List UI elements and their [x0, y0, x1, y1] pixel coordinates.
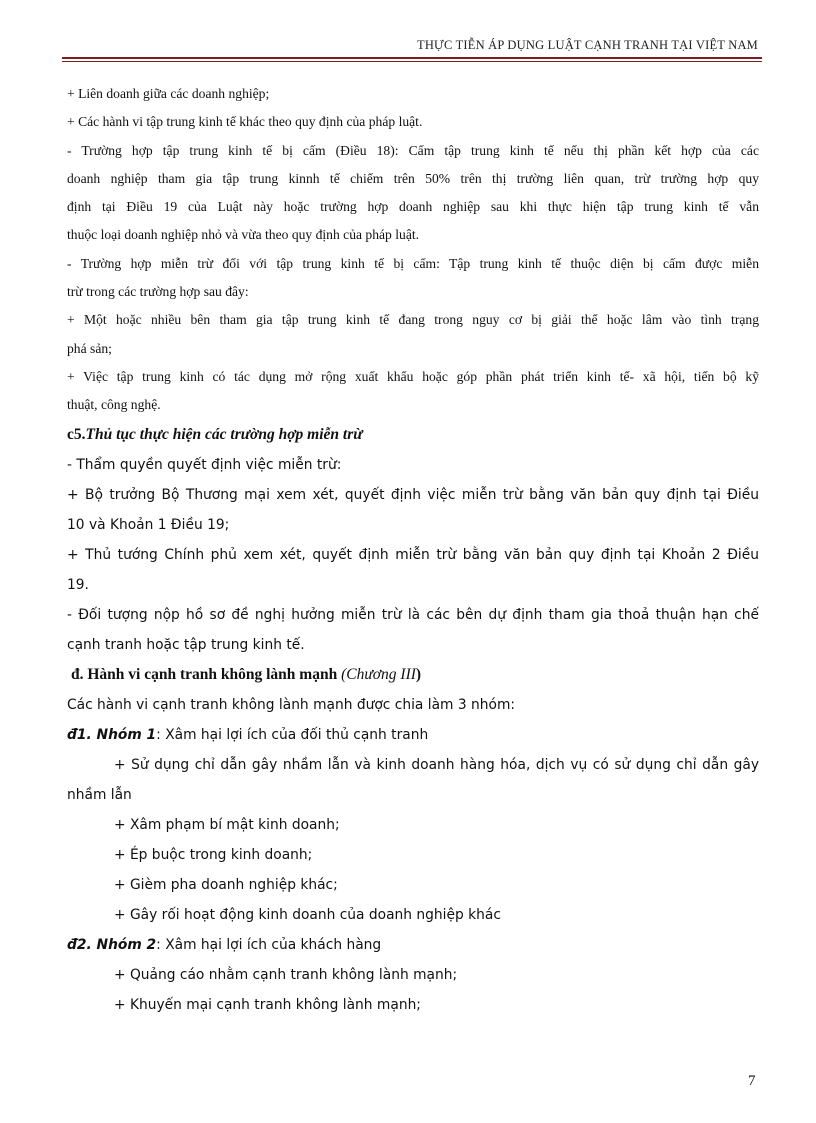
text-line: định tại Điều 19 của Luật này hoặc trường hợp doanh nghiệp sau khi thực hiện tập trung kinh tế vẫn — [67, 199, 759, 215]
page-number: 7 — [748, 1073, 756, 1089]
list-item: + Khuyến mại cạnh tranh không lành mạnh; — [114, 996, 421, 1013]
running-header: THỰC TIỄN ÁP DỤNG LUẬT CẠNH TRANH TẠI VIỆT NAM — [416, 38, 758, 52]
header-rule-thin — [62, 61, 762, 62]
text-line: trừ trong các trường hợp sau đây: — [67, 284, 249, 300]
section-heading-c5 — [67, 420, 759, 450]
chapter-ref: (Chương III — [341, 665, 416, 683]
text-line: + Thủ tướng Chính phủ xem xét, quyết định miễn trừ bằng văn bản quy định tại Khoản 2 Điều — [67, 546, 759, 563]
text-line: - Đối tượng nộp hồ sơ đề nghị hưởng miễn trừ là các bên dự định tham gia thoả thuận hạn chế — [67, 606, 759, 623]
text-line: - Thẩm quyền quyết định việc miễn trừ: — [67, 456, 342, 473]
text-line: doanh nghiệp tham gia tập trung kinnh tế chiếm trên 50% trên thị trường liên quan, trừ trường hợp quy — [67, 170, 759, 186]
list-item: + Quảng cáo nhằm cạnh tranh không lành mạnh; — [114, 966, 458, 983]
group-label: đ1. Nhóm 1 — [67, 726, 157, 743]
text-line: + Bộ trưởng Bộ Thương mại xem xét, quyết định việc miễn trừ bằng văn bản quy định tại Điều — [67, 486, 759, 503]
text-line: 19. — [67, 576, 89, 593]
group-text: : Xâm hại lợi ích của khách hàng — [156, 936, 382, 953]
section-title: đ. Hành vi cạnh tranh không lành mạnh — [71, 665, 342, 683]
text-line: - Trường hợp miễn trừ đối với tập trung kinh tế bị cấm: Tập trung kinh tế thuộc diện bị cấm được miễn — [67, 255, 759, 271]
text-line: nhầm lẫn — [67, 786, 132, 803]
text-line: Các hành vi cạnh tranh không lành mạnh được chia làm 3 nhóm: — [67, 696, 516, 713]
list-item: + Gây rối hoạt động kinh doanh của doanh nghiệp khác — [114, 906, 501, 923]
text-line: thuật, công nghệ. — [67, 397, 161, 413]
text-line: thuộc loại doanh nghiệp nhỏ và vừa theo quy định của pháp luật. — [67, 227, 420, 243]
page-body — [67, 80, 759, 1020]
text-line: 10 và Khoản 1 Điều 19; — [67, 516, 230, 533]
text-line: + Một hoặc nhiều bên tham gia tập trung kinh tế đang trong nguy cơ bị giải thể hoặc lâm vào tình trạng — [67, 312, 759, 328]
list-item: + Gièm pha doanh nghiệp khác; — [114, 876, 338, 893]
list-item: + Ép buộc trong kinh doanh; — [114, 846, 313, 863]
text-line: + Sử dụng chỉ dẫn gây nhầm lẫn và kinh doanh hàng hóa, dịch vụ có sử dụng chỉ dẫn gây — [114, 756, 759, 773]
text-line: phá sản; — [67, 340, 112, 356]
group-text: : Xâm hại lợi ích của đối thủ cạnh tranh — [156, 726, 429, 743]
text-line: + Các hành vi tập trung kinh tế khác theo quy định của pháp luật. — [67, 114, 423, 130]
text-line: - Trường hợp tập trung kinh tế bị cấm (Điều 18): Cấm tập trung kinh tế nếu thị phần kết hợp của các — [67, 142, 759, 158]
text-line: + Việc tập trung kinh có tác dụng mở rộng xuất khẩu hoặc góp phần phát triển kinh tế- xã hội, tiến bộ kỹ — [67, 368, 759, 384]
list-item: + Xâm phạm bí mật kinh doanh; — [114, 816, 340, 833]
section-title: Thủ tục thực hiện các trường hợp miễn trừ — [85, 425, 363, 443]
section-heading-d: đ. Hành vi cạnh tranh không lành mạnh (Chương III) — [71, 665, 422, 683]
group-heading-d2 — [67, 930, 759, 960]
text-line: cạnh tranh hoặc tập trung kinh tế. — [67, 636, 305, 653]
group-heading-d1 — [67, 720, 759, 750]
section-number: c5. — [67, 425, 86, 443]
group-label: đ2. Nhóm 2 — [67, 936, 157, 953]
header-rule-thick — [62, 57, 762, 59]
text-line: + Liên doanh giữa các doanh nghiệp; — [67, 86, 270, 101]
